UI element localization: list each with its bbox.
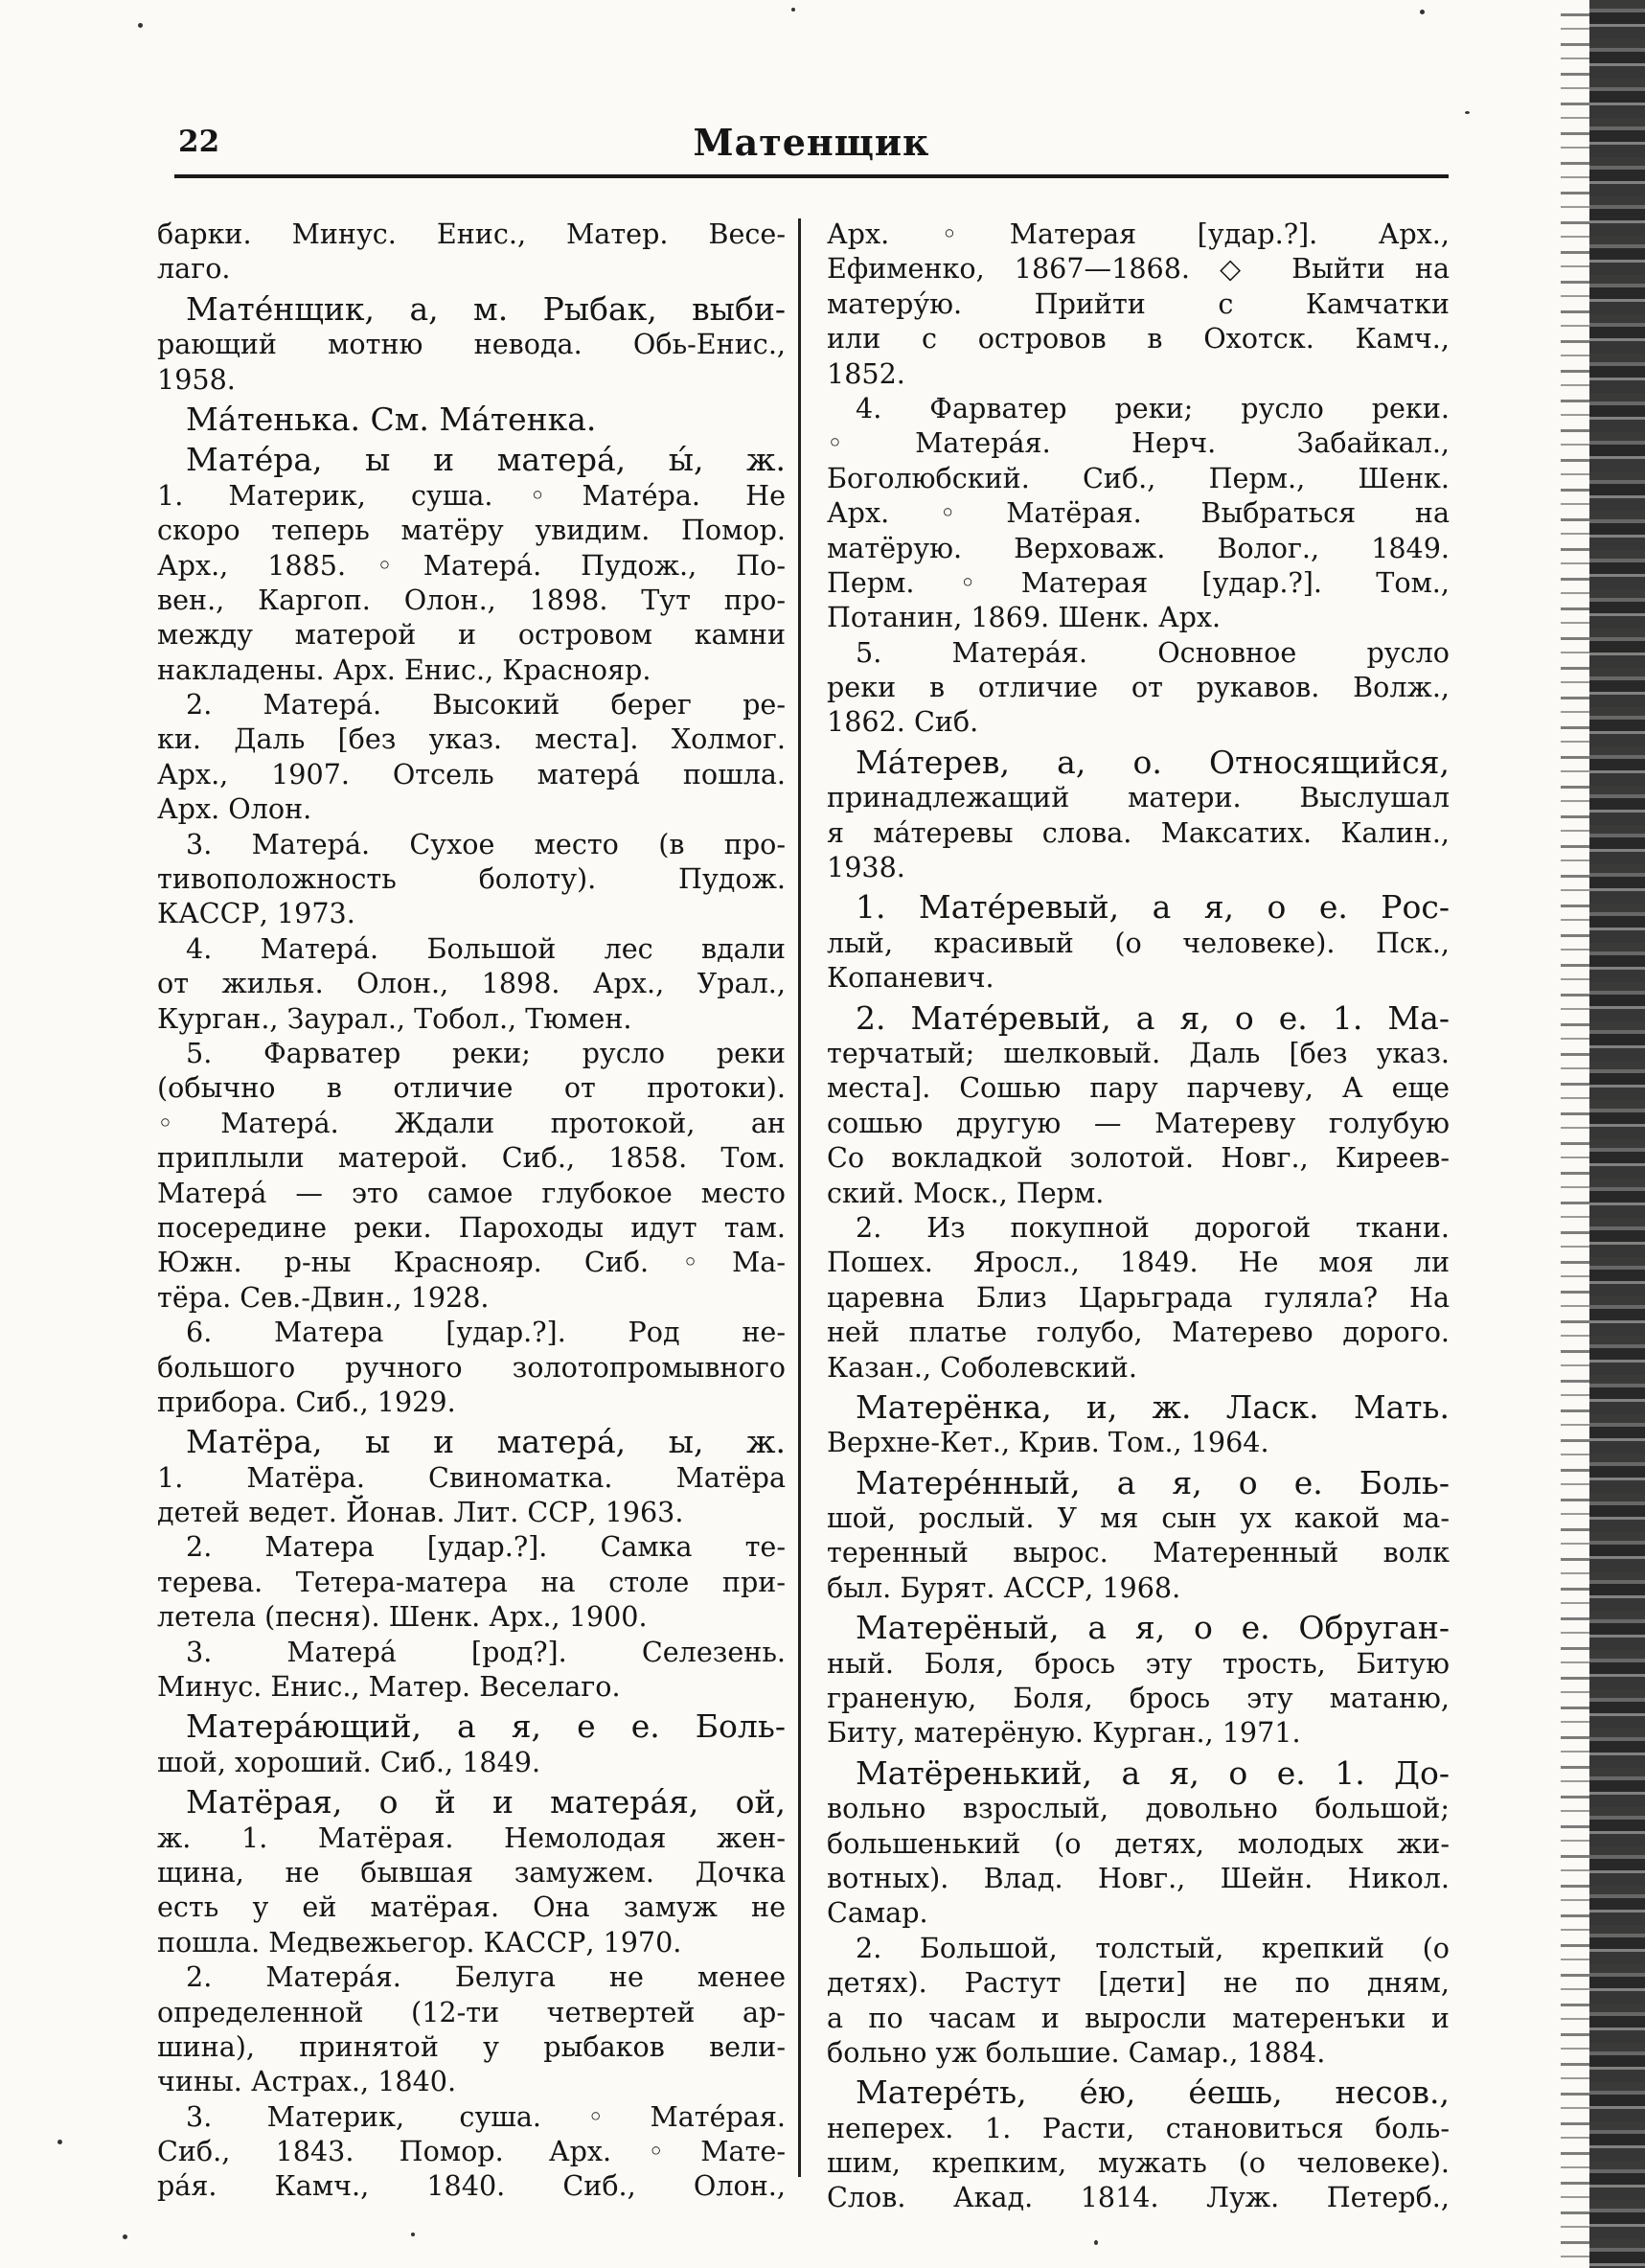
- text-line: терчатый; шелковый. Даль [без указ.: [827, 1036, 1450, 1069]
- text-line: лый, красивый (о человеке). Пск.,: [827, 926, 1450, 959]
- text-line: ◦Матера́я. Нерч. Забайкал.,: [827, 426, 1450, 460]
- running-head: Матенщик: [693, 121, 930, 164]
- text-line: скоро теперь матёру увидим. Помор.: [157, 514, 786, 547]
- text-line: Арх., 1907. Отсель матера́ пошла.: [157, 757, 786, 790]
- text-line: Пошех. Яросл., 1849. Не моя ли: [827, 1246, 1450, 1279]
- page-header: [174, 121, 1449, 178]
- text-line: ж. 1. Матёрая. Немолодая жен-: [157, 1821, 786, 1854]
- headword-line: Матерёный, а я, о е. Обруган-: [856, 1609, 1450, 1647]
- text-line: Казан., Соболевский.: [827, 1350, 1137, 1384]
- text-line: Минус. Енис., Матер. Веселаго.: [157, 1670, 621, 1704]
- text-line: сошью другую — Матереву голубую: [827, 1106, 1450, 1139]
- text-line: вен., Каргоп. Олон., 1898. Тут про-: [157, 583, 786, 616]
- text-line: Матера́ — это самое глубокое место: [157, 1176, 786, 1209]
- text-line: накладены. Арх. Енис., Краснояр.: [157, 653, 651, 686]
- text-line: Потанин, 1869. Шенк. Арх.: [827, 601, 1222, 634]
- text-line: Биту, матерёную. Курган., 1971.: [827, 1716, 1301, 1750]
- text-line: принадлежащий матери. Выслушал: [827, 781, 1450, 814]
- text-line: большого ручного золотопромывного: [157, 1350, 786, 1384]
- text-line: Со вокладкой золотой. Новг., Киреев-: [827, 1141, 1450, 1175]
- text-line: ский. Моск., Перм.: [827, 1176, 1105, 1209]
- text-line: я ма́теревы слова. Максатих. Калин.,: [827, 815, 1450, 849]
- scan-speck: [1094, 2240, 1098, 2245]
- text-line: граненую, Боля, брось эту матаню,: [827, 1682, 1450, 1715]
- text-line: или с островов в Охотск. Камч.,: [827, 322, 1450, 355]
- right-column: [827, 217, 1450, 2215]
- text-line: Южн. р-ны Краснояр. Сиб.◦Ма-: [157, 1246, 786, 1279]
- text-line: ный. Боля, брось эту трость, Битую: [827, 1646, 1450, 1680]
- text-line: рающий мотню невода. Обь-Енис.,: [157, 328, 786, 361]
- text-line: Самар.: [827, 1896, 928, 1930]
- text-line: 1958.: [157, 362, 236, 396]
- headword-line: Матёрая, о й и матера́я, ой,: [186, 1783, 786, 1821]
- text-line: больно уж большие. Самар., 1884.: [827, 2035, 1326, 2069]
- text-line: пошла. Медвежьегор. КАССР, 1970.: [157, 1925, 682, 1959]
- scan-speck: [57, 2140, 62, 2144]
- text-line: посередине реки. Пароходы идут там.: [157, 1210, 786, 1244]
- page-number: 22: [178, 125, 220, 159]
- text-line: барки. Минус. Енис., Матер. Весе-: [157, 218, 786, 250]
- text-line: ней платье голубо, Матерево дорого.: [827, 1316, 1450, 1349]
- text-line: 1. Материк, суша.◦Мате́ра. Не: [157, 478, 786, 512]
- text-line: от жилья. Олон., 1898. Арх., Урал.,: [157, 967, 786, 1000]
- text-line: Ефименко, 1867—1868. ◇ Выйти на: [827, 252, 1450, 286]
- text-line: 2. Большой, толстый, крепкий (о: [856, 1931, 1450, 1964]
- text-line: КАССР, 1973.: [157, 897, 355, 930]
- text-line: шина), принятой у рыбаков вели-: [157, 2029, 786, 2063]
- scan-speck: [123, 2234, 127, 2239]
- text-line: неперех. 1. Расти, становиться боль-: [827, 2111, 1450, 2144]
- text-line: 2. Матера́. Высокий берег ре-: [186, 688, 786, 722]
- text-line: Арх., 1885.◦Матера́. Пудож., По-: [157, 548, 786, 582]
- headword-line: 2. Мате́ревый, а я, о е. 1. Ма-: [856, 998, 1450, 1037]
- text-line: Сиб., 1843. Помор. Арх.◦Мате-: [157, 2135, 786, 2168]
- text-line: теренный вырос. Матеренный волк: [827, 1536, 1450, 1569]
- headword-line: 1. Мате́ревый, а я, о е. Рос-: [856, 888, 1450, 927]
- text-line: терева. Тетера-матера на столе при-: [157, 1565, 786, 1598]
- headword-line: Матере́нный, а я, о е. Боль-: [856, 1463, 1450, 1501]
- text-line: есть у ей матёрая. Она замуж не: [157, 1890, 786, 1924]
- text-line: ра́я. Камч., 1840. Сиб., Олон.,: [157, 2169, 786, 2203]
- text-line: приплыли матерой. Сиб., 1858. Том.: [157, 1141, 786, 1175]
- text-line: 2. Матера [удар.?]. Самка те-: [186, 1530, 786, 1564]
- text-line: 1862. Сиб.: [827, 705, 979, 739]
- headword-line: Матера́ющий, а я, е е. Боль-: [186, 1707, 786, 1746]
- text-line: 1938.: [827, 851, 905, 884]
- text-line: 4. Матера́. Большой лес вдали: [186, 931, 786, 965]
- scan-speck: [1420, 10, 1425, 14]
- scan-speck: [791, 8, 795, 11]
- text-line: лаго.: [157, 252, 231, 286]
- headword-line: Матёренький, а я, о е. 1. До-: [856, 1753, 1450, 1792]
- text-line: места]. Сошью пару парчеву, А еще: [827, 1071, 1450, 1105]
- text-line: матеру́ю. Прийти с Камчатки: [827, 286, 1450, 320]
- left-column: [157, 217, 786, 2204]
- headword-line: Ма́терев, а, о. Относящийся,: [856, 743, 1450, 781]
- headword-line: Мате́нщик, а, м. Рыбак, выби-: [186, 289, 786, 328]
- text-line: 4. Фарватер реки; русло реки.: [856, 391, 1450, 424]
- headword-line: Мате́ра, ы и матера́, ы́, ж.: [186, 441, 786, 479]
- text-line: царевна Близ Царьграда гуляла? На: [827, 1280, 1450, 1314]
- text-line: 5. Фарватер реки; русло реки: [186, 1036, 786, 1069]
- scan-speck: [1465, 111, 1470, 114]
- scan-edge-shadow: [1589, 0, 1645, 2268]
- text-line: вольно взрослый, довольно большой;: [827, 1792, 1450, 1825]
- text-line: летела (песня). Шенк. Арх., 1900.: [157, 1600, 648, 1634]
- text-line: шой, хороший. Сиб., 1849.: [157, 1745, 541, 1778]
- text-line: 3. Материк, суша.◦Мате́рая.: [186, 2099, 786, 2133]
- text-line: тёра. Сев.-Двин., 1928.: [157, 1280, 490, 1314]
- text-line: Арх.◦Матёрая. Выбраться на: [827, 496, 1450, 530]
- text-line: Боголюбский. Сиб., Перм., Шенк.: [827, 461, 1450, 494]
- text-line: определенной (12-ти четвертей ар-: [157, 1995, 786, 2028]
- text-line: шим, крепким, мужать (о человеке).: [827, 2146, 1450, 2180]
- text-line: 1. Матёра. Свиноматка. Матёра: [157, 1460, 786, 1494]
- text-line: ки. Даль [без указ. места]. Холмог.: [157, 722, 786, 756]
- headword-line: Ма́тенька. См. Ма́тенка.: [186, 400, 597, 438]
- text-line: Слов. Акад. 1814. Луж. Петерб.,: [827, 2181, 1450, 2214]
- text-line: 3. Матера́ [род?]. Селезень.: [186, 1635, 786, 1668]
- text-line: (обычно в отличие от протоки).: [157, 1071, 786, 1105]
- text-line: ◦Матера́. Ждали протокой, ан: [157, 1106, 786, 1139]
- text-line: 2. Матера́я. Белуга не менее: [186, 1960, 786, 1994]
- text-line: большенький (о детях, молодых жи-: [827, 1826, 1450, 1860]
- text-line: детей ведет. Йонав. Лит. ССР, 1963.: [157, 1496, 684, 1529]
- text-line: 3. Матера́. Сухое место (в про-: [186, 827, 786, 860]
- headword-line: Матёра, ы и матера́, ы, ж.: [186, 1423, 786, 1461]
- text-line: чины. Астрах., 1840.: [157, 2065, 457, 2098]
- text-line: детях). Растут [дети] не по дням,: [827, 1966, 1450, 2000]
- text-line: 5. Матера́я. Основное русло: [856, 635, 1450, 669]
- text-line: Верхне-Кет., Крив. Том., 1964.: [827, 1426, 1269, 1459]
- scan-speck: [411, 2233, 415, 2236]
- text-line: 1852.: [827, 356, 905, 390]
- text-line: тивоположность болоту). Пудож.: [157, 862, 786, 896]
- text-line: а по часам и выросли матеренъки и: [827, 2001, 1450, 2034]
- text-line: Перм.◦Матерая [удар.?]. Том.,: [827, 565, 1450, 599]
- text-line: матёрую. Верховаж. Волог., 1849.: [827, 531, 1450, 564]
- text-line: Курган., Заурал., Тобол., Тюмен.: [157, 1001, 632, 1035]
- text-line: шой, рослый. У мя сын ух какой ма-: [827, 1501, 1450, 1535]
- headword-line: Матере́ть, е́ю, е́ешь, несов.,: [856, 2073, 1450, 2112]
- text-line: Арх.◦Матерая [удар.?]. Арх.,: [827, 218, 1450, 250]
- text-line: прибора. Сиб., 1929.: [157, 1385, 456, 1418]
- text-line: щина, не бывшая замужем. Дочка: [157, 1855, 786, 1889]
- text-line: между матерой и островом камни: [157, 618, 786, 652]
- text-line: Копаневич.: [827, 961, 994, 995]
- text-line: Арх. Олон.: [157, 792, 312, 826]
- text-line: вотных). Влад. Новг., Шейн. Никол.: [827, 1861, 1450, 1894]
- headword-line: Матерёнка, и, ж. Ласк. Мать.: [856, 1387, 1450, 1426]
- column-divider: [798, 218, 801, 2177]
- text-line: реки в отличие от рукавов. Волж.,: [827, 671, 1450, 704]
- text-line: был. Бурят. АССР, 1968.: [827, 1570, 1181, 1604]
- text-line: 6. Матера [удар.?]. Род не-: [186, 1316, 786, 1349]
- scan-speck: [138, 23, 143, 28]
- text-line: 2. Из покупной дорогой ткани.: [856, 1210, 1450, 1244]
